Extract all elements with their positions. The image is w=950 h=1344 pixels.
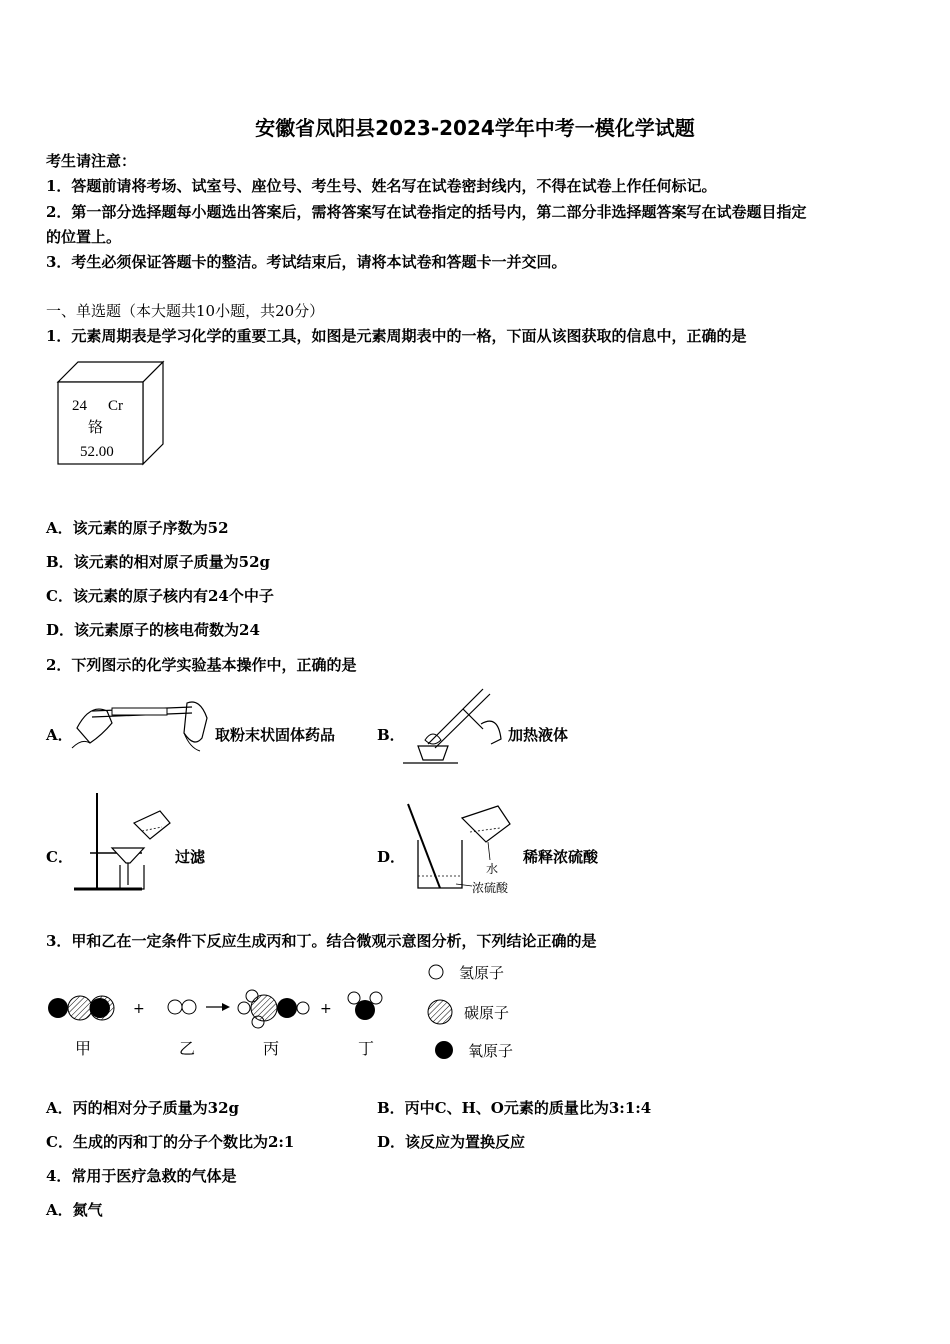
q3-option-d: D．该反应为置换反应 bbox=[377, 1133, 526, 1151]
molecule-yi bbox=[168, 1000, 196, 1014]
oxygen-legend-icon bbox=[435, 1041, 453, 1059]
hydrogen-legend-icon bbox=[429, 965, 443, 979]
element-name: 铬 bbox=[88, 418, 104, 436]
molecule-ding bbox=[348, 992, 382, 1020]
heating-liquid-illustration bbox=[403, 684, 503, 764]
element-symbol: Cr bbox=[108, 398, 123, 414]
q2-option-d-letter: D． bbox=[377, 848, 406, 866]
notice-item: 的位置上。 bbox=[46, 228, 122, 246]
q2-option-a-letter: A． bbox=[46, 726, 73, 744]
legend-hydrogen: 氢原子 bbox=[459, 964, 505, 982]
reaction-diagram bbox=[44, 958, 544, 1066]
legend-carbon: 碳原子 bbox=[464, 1004, 510, 1022]
q4-option-a: A．氮气 bbox=[46, 1201, 103, 1219]
question-2-stem: 2．下列图示的化学实验基本操作中，正确的是 bbox=[46, 656, 357, 674]
question-1-stem: 1．元素周期表是学习化学的重要工具，如图是元素周期表中的一格，下面从该图获取的信息中，正确的是 bbox=[46, 327, 747, 345]
q2-option-a-text: 取粉末状固体药品 bbox=[215, 726, 336, 744]
notice-item: 3．考生必须保证答题卡的整洁。考试结束后，请将本试卷和答题卡一并交回。 bbox=[46, 253, 567, 271]
q2-option-c-text: 过滤 bbox=[175, 848, 206, 866]
q2-option-c-letter: C． bbox=[46, 848, 73, 866]
question-4-stem: 4．常用于医疗急救的气体是 bbox=[46, 1167, 237, 1185]
label-yi: 乙 bbox=[179, 1039, 196, 1058]
q1-option-d: D．该元素原子的核电荷数为24 bbox=[46, 621, 260, 639]
element-mass: 52.00 bbox=[80, 444, 114, 460]
plus-sign: + bbox=[133, 1001, 145, 1017]
notice-item: 1．答题前请将考场、试室号、座位号、考生号、姓名写在试卷密封线内，不得在试卷上作任何标记。 bbox=[46, 177, 717, 195]
q3-option-a: A．丙的相对分子质量为32g bbox=[46, 1099, 240, 1117]
q2-option-b-text: 加热液体 bbox=[508, 726, 569, 744]
filtration-illustration bbox=[72, 793, 177, 895]
q1-option-c: C．该元素的原子核内有24个中子 bbox=[46, 587, 274, 605]
powder-transfer-illustration bbox=[72, 693, 212, 753]
label-ding: 丁 bbox=[358, 1039, 375, 1058]
label-jia: 甲 bbox=[75, 1039, 92, 1058]
element-number: 24 bbox=[72, 398, 87, 414]
question-3-stem: 3．甲和乙在一定条件下反应生成丙和丁。结合微观示意图分析，下列结论正确的是 bbox=[46, 932, 597, 950]
water-label: 水 bbox=[486, 862, 499, 876]
acid-label: 浓硫酸 bbox=[472, 881, 509, 895]
dilution-illustration bbox=[404, 800, 520, 896]
q2-option-d-text: 稀释浓硫酸 bbox=[523, 848, 599, 866]
carbon-legend-icon bbox=[428, 1000, 452, 1024]
q1-option-a: A．该元素的原子序数为52 bbox=[46, 519, 229, 537]
label-bing: 丙 bbox=[263, 1039, 280, 1058]
section-heading: 一、单选题（本大题共10小题，共20分） bbox=[46, 302, 325, 320]
q1-option-b: B．该元素的相对原子质量为52g bbox=[46, 553, 271, 571]
element-cell-figure bbox=[58, 362, 168, 470]
q2-option-b-letter: B． bbox=[377, 726, 405, 744]
molecule-jia bbox=[48, 996, 114, 1020]
molecule-bing bbox=[238, 990, 309, 1028]
q3-option-b: B．丙中C、H、O元素的质量比为3:1:4 bbox=[377, 1099, 652, 1117]
legend-oxygen: 氧原子 bbox=[468, 1042, 514, 1060]
plus-sign: + bbox=[320, 1001, 332, 1017]
notice-heading: 考生请注意： bbox=[46, 152, 137, 170]
page-title: 安徽省凤阳县2023-2024学年中考一模化学试题 bbox=[255, 116, 695, 140]
q3-option-c: C．生成的丙和丁的分子个数比为2:1 bbox=[46, 1133, 295, 1151]
notice-item: 2．第一部分选择题每小题选出答案后，需将答案写在试卷指定的括号内，第二部分非选择题答案写在试卷题目指定 bbox=[46, 203, 807, 221]
